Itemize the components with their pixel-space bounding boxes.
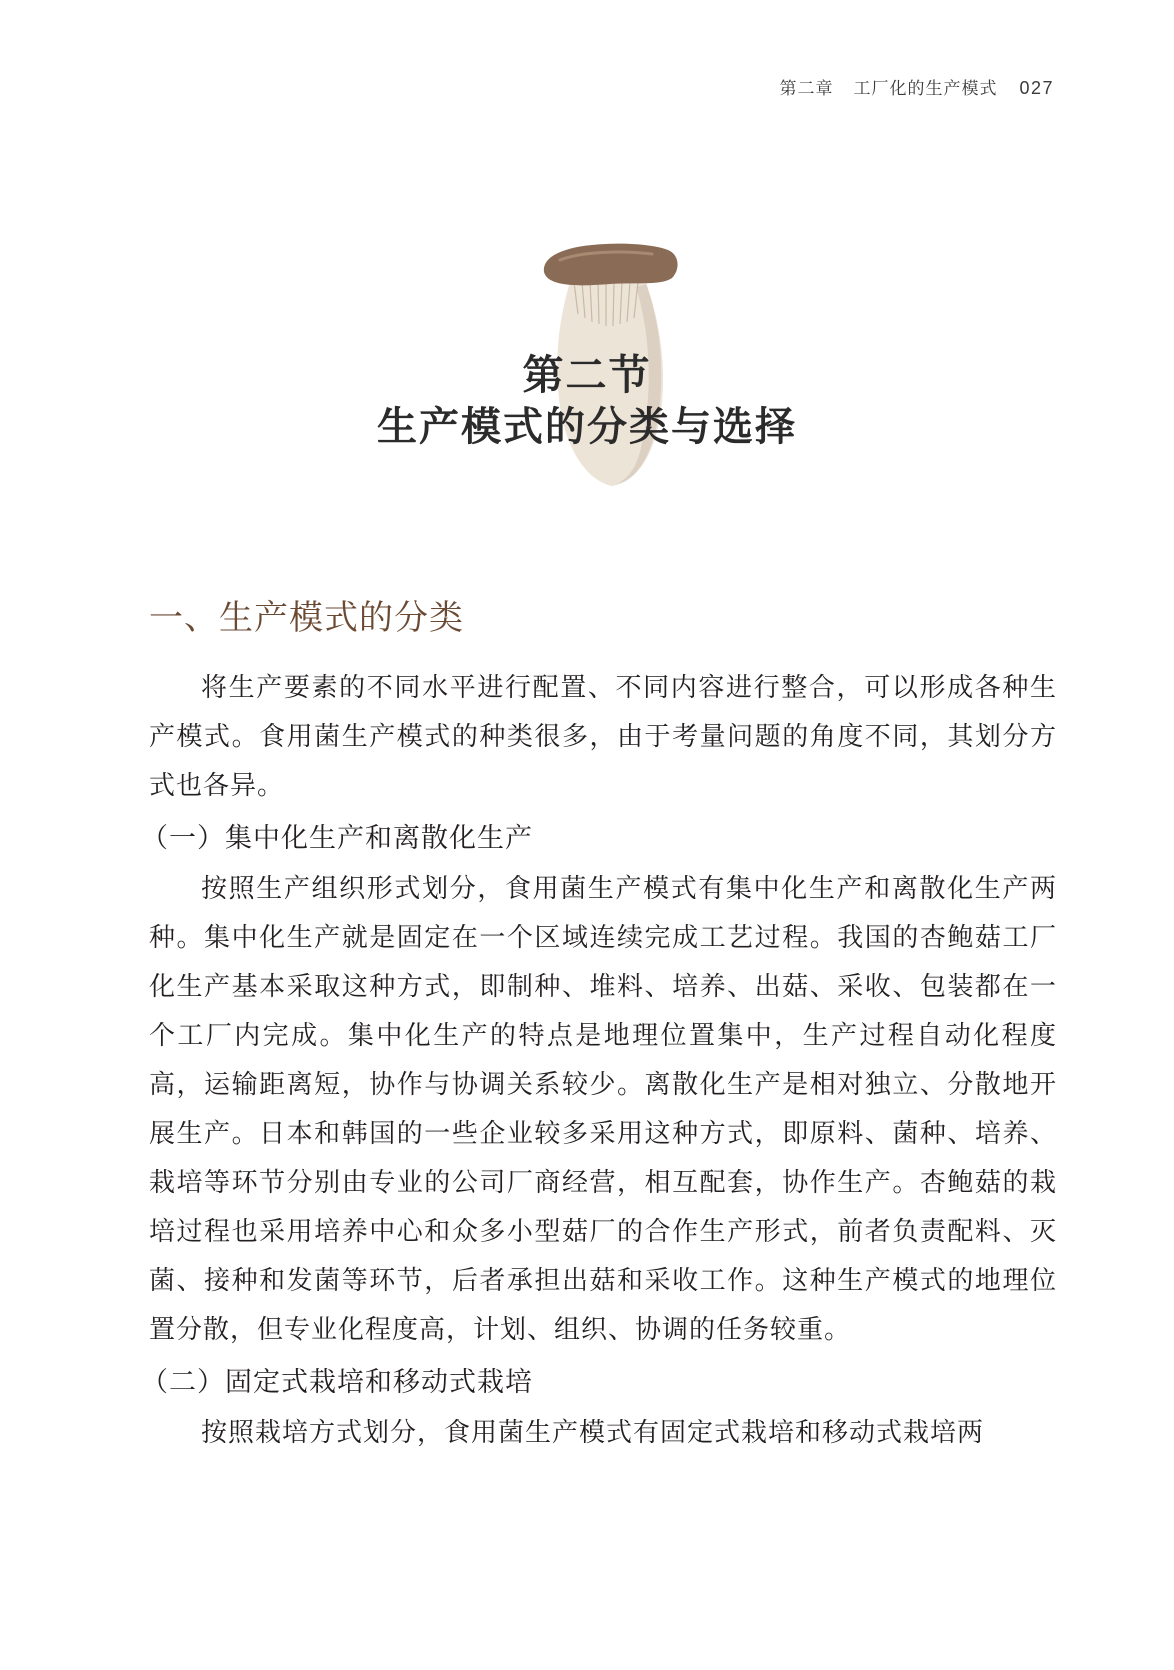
heading-level-1: 一、生产模式的分类	[149, 598, 464, 638]
body-content	[141, 596, 1057, 1458]
mushroom-cap	[544, 244, 678, 286]
chapter-label: 第二章	[779, 79, 834, 99]
sub-heading-1: （一）集中化生产和离散化生产	[141, 823, 533, 854]
chapter-title: 工厂化的生产模式	[853, 79, 998, 99]
paragraph-2: 按照栽培方式划分，食用菌生产模式有固定式栽培和移动式栽培两	[201, 1418, 985, 1448]
section-heading: 生产模式的分类与选择	[377, 404, 797, 450]
paragraph-1: 按照生产组织形式划分，食用菌生产模式有集中化生产和离散化生产两种。集中化生产就是固定在一个区域连续完成工艺过程。我国的杏鲍菇工厂化生产基本采取这种方式，即制种、堆料、培养、出菇、采收、包装都在一个工厂内完成。集中化生产的特点是地理位置集中，生产过程自动化程度高，运输距离短，协作与协调关系较少。离散化生产是相对独立、分散地开展生产。日本和韩国的一些企业较多采用这种方式，即原料、菌种、培养、栽培等环节分别由专业的公司厂商经营，相互配套，协作生产。杏鲍菇的栽培过程也采用培养中心和众多小型菇厂的合作生产形式，前者负责配料、灭菌、接种和发菌等环节，后者承担出菇和采收工作。这种生产模式的地理位置分散，但专业化程度高，计划、组织、协调的任务较重。	[149, 874, 1057, 1345]
page-number: 027	[1019, 78, 1054, 98]
running-header	[779, 74, 1054, 99]
section-title	[0, 349, 1174, 453]
intro-paragraph: 将生产要素的不同水平进行配置、不同内容进行整合，可以形成各种生产模式。食用菌生产模式的种类很多，由于考量问题的角度不同，其划分方式也各异。	[149, 673, 1057, 801]
sub-heading-2: （二）固定式栽培和移动式栽培	[141, 1367, 533, 1398]
section-number: 第二节	[522, 351, 652, 399]
